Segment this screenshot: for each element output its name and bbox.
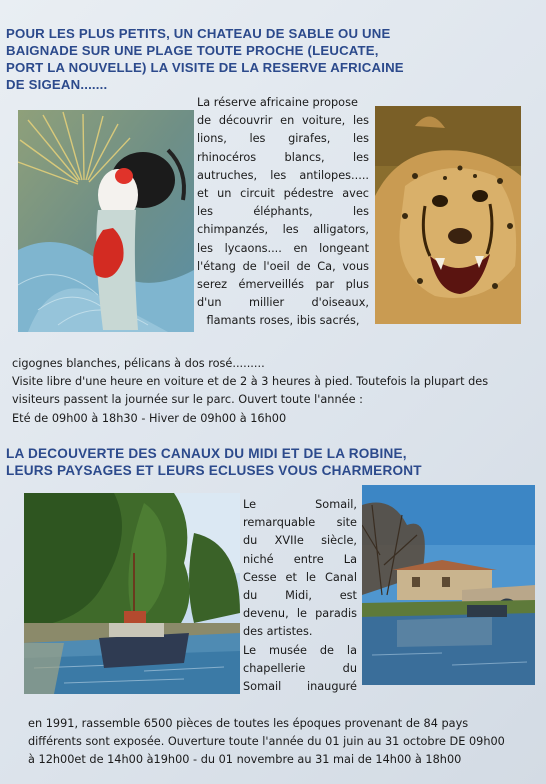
canal-barge-photo — [24, 493, 240, 694]
text-line: en 1991, rassemble 6500 pièces de toutes les époques provenant de 84 pays — [28, 717, 469, 730]
heading-line: LA DECOUVERTE DES CANAUX DU MIDI ET DE LA ROBINE, — [6, 446, 407, 461]
text-line: les éléphants, les — [197, 205, 369, 219]
text-line: Visite libre d'une heure en voiture et de 2 à 3 heures à pied. Toutefois la plupart des — [12, 375, 489, 389]
heading-line: PORT LA NOUVELLE) LA VISITE DE LA RESERVE AFRICAINE — [6, 60, 404, 75]
text-line: flamants roses, ibis sacrés, — [206, 314, 360, 328]
text-line: du Midi, est — [243, 589, 357, 603]
text-line: chimpanzés, les alligators, — [197, 223, 369, 237]
museum-hours — [28, 715, 538, 770]
canal-bridge-photo — [362, 485, 535, 685]
crowned-crane-photo — [18, 110, 194, 332]
text-line: visiteurs passent la journée sur le parc. Ouvert toute l'année : — [12, 393, 363, 407]
text-line: lions, les girafes, les — [197, 132, 369, 146]
text-line: rhinocéros blancs, les — [197, 150, 369, 164]
text-line: d'un millier d'oiseaux, — [197, 296, 369, 310]
section1-heading — [6, 25, 404, 93]
cheetah-photo — [375, 106, 521, 324]
text-line: l'étang de l'oeil de Ca, vous — [197, 259, 369, 273]
somail-description — [243, 496, 357, 696]
section2-heading — [6, 445, 422, 479]
heading-line: BAIGNADE SUR UNE PLAGE TOUTE PROCHE (LEUCATE, — [6, 43, 379, 58]
text-line: du XVIIe siècle, — [243, 534, 357, 548]
text-line: devenu, le paradis — [243, 607, 357, 621]
reserve-hours — [12, 355, 532, 428]
text-line: les lycaons.... en longeant — [197, 241, 369, 255]
text-line: différents sont exposée. Ouverture toute l'année du 01 juin au 31 octobre DE 09h00 — [28, 735, 505, 749]
text-line: remarquable site — [243, 516, 357, 530]
text-line: des artistes. — [243, 625, 313, 639]
text-line: cigognes blanches, pélicans à dos rosé......... — [12, 357, 265, 370]
heading-line: POUR LES PLUS PETITS, UN CHATEAU DE SABLE OU UNE — [6, 26, 391, 41]
text-line: à 12h00et de 14h00 à19h00 - du 01 novembre au 31 mai de 14h00 à 18h00 — [28, 753, 462, 767]
text-line: serez émerveillés par plus — [197, 278, 369, 292]
text-line: Eté de 09h00 à 18h30 - Hiver de 09h00 à 16h00 — [12, 411, 287, 425]
text-line: La réserve africaine propose — [197, 96, 358, 109]
text-line: de découvrir en voiture, les — [197, 114, 369, 128]
text-line: Le musée de la — [243, 643, 357, 657]
text-line: autruches, les antilopes..... — [197, 168, 369, 182]
text-line: niché entre La — [243, 552, 357, 566]
text-line: Le Somail, — [243, 498, 357, 511]
heading-line: LEURS PAYSAGES ET LEURS ECLUSES VOUS CHARMERONT — [6, 463, 422, 478]
heading-line: DE SIGEAN....... — [6, 77, 108, 92]
text-line: chapellerie du — [243, 661, 357, 675]
reserve-description — [197, 94, 369, 331]
text-line: Somail inauguré — [243, 680, 357, 694]
text-line: et un circuit pédestre avec — [197, 187, 369, 201]
text-line: Cesse et le Canal — [243, 570, 357, 584]
